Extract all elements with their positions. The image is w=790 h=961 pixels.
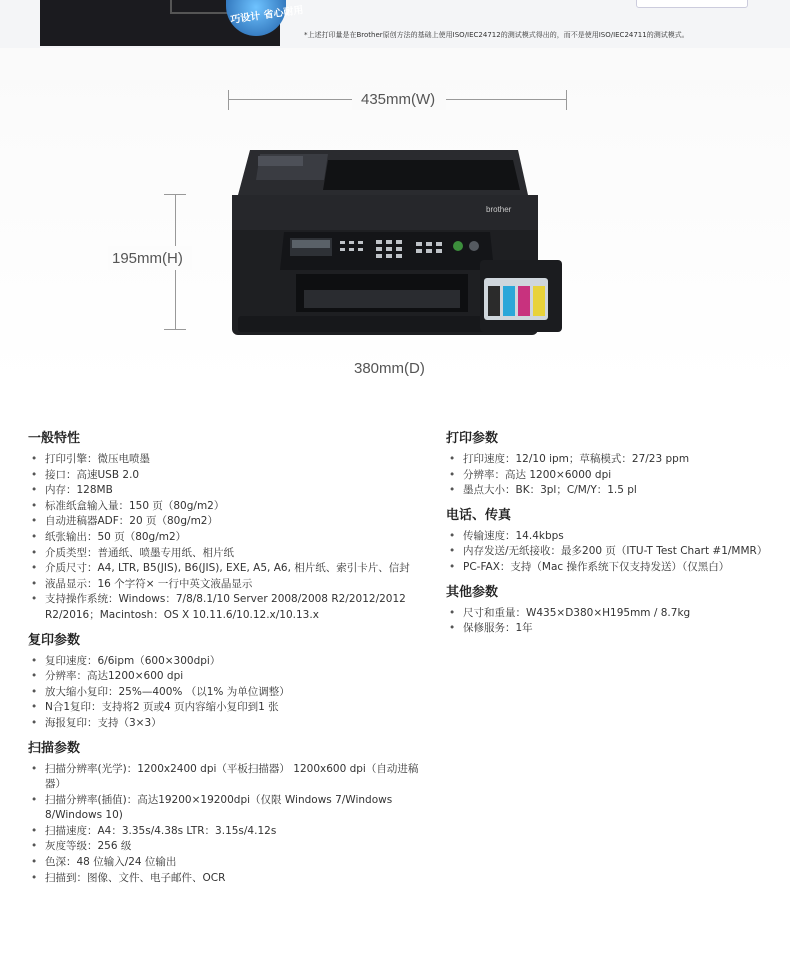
- spec-item: • 色深：48 位输入/24 位输出: [28, 855, 428, 871]
- spec-item: • 打印速度：12/10 ipm；草稿模式：27/23 ppm: [446, 452, 786, 468]
- spec-item: • 墨点大小：BK：3pl；C/M/Y：1.5 pl: [446, 483, 786, 499]
- svg-text:brother: brother: [486, 205, 512, 214]
- spec-column-right: [446, 430, 786, 645]
- spec-column-left: [28, 430, 428, 894]
- spec-item: • 海报复印：支持（3×3）: [28, 716, 428, 732]
- spec-item: • 分辨率：高达1200×600 dpi: [28, 669, 428, 685]
- test-method-footnote: *上述打印量是在Brother原创方法的基础上使用ISO/IEC24712的测试模式得出的，而不是使用ISO/IEC24711的测试模式。: [304, 31, 689, 39]
- width-label: 435mm(W): [361, 91, 436, 108]
- spec-item: • 复印速度：6/6ipm（600×300dpi）: [28, 654, 428, 670]
- spec-item: • 介质尺寸：A4, LTR, B5(JIS), B6(JIS), EXE, A5, A6, 相片纸、索引卡片、信封: [28, 561, 428, 577]
- spec-list: [28, 452, 428, 624]
- section-title: 打印参数: [446, 431, 499, 446]
- spec-item: • 纸张输出：50 页（80g/m2）: [28, 530, 428, 546]
- spec-item: • 扫描分辨率(插值)：高达19200×19200dpi（仅限 Windows 7/Windows 8/Windows 10): [28, 793, 428, 824]
- spec-section-other: [446, 584, 786, 637]
- spec-item: • 自动进稿器ADF：20 页（80g/m2）: [28, 514, 428, 530]
- top-banner: [0, 0, 790, 48]
- width-tick-left: [228, 90, 229, 110]
- printer-image: [228, 140, 573, 340]
- depth-label: 380mm(D): [354, 360, 425, 377]
- spec-section-scan: [28, 740, 428, 887]
- spec-item: • 标准纸盒输入量：150 页（80g/m2）: [28, 499, 428, 515]
- spec-item: • N合1复印：支持将2 页或4 页内容缩小复印到1 张: [28, 700, 428, 716]
- spec-section-fax: [446, 507, 786, 576]
- spec-item: • 内存：128MB: [28, 483, 428, 499]
- spec-section-print: [446, 430, 786, 499]
- section-title: 其他参数: [446, 584, 499, 600]
- spec-item: • PC-FAX：支持（Mac 操作系统下仅支持发送）（仅黑白）: [446, 560, 786, 576]
- spec-list: [28, 654, 428, 732]
- banner-card: [636, 0, 748, 8]
- spec-item: • 液晶显示：16 个字符× 一行中英文液晶显示: [28, 577, 428, 593]
- spec-item: • 尺寸和重量：W435×D380×H195mm / 8.7kg: [446, 606, 786, 622]
- spec-item: • 扫描到：图像、文件、电子邮件、OCR: [28, 871, 428, 887]
- spec-item: • 打印引擎：微压电喷墨: [28, 452, 428, 468]
- spec-list: [28, 762, 428, 887]
- spec-list: [446, 606, 786, 637]
- spec-item: • 灰度等级：256 级: [28, 839, 428, 855]
- spec-section-copy: [28, 632, 428, 732]
- spec-item: • 放大缩小复印：25%—400% （以1% 为单位调整）: [28, 685, 428, 701]
- spec-item: • 分辨率：高达 1200×6000 dpi: [446, 468, 786, 484]
- height-tick-bottom: [164, 329, 186, 330]
- width-tick-right: [566, 90, 567, 110]
- spec-list: [446, 529, 786, 576]
- section-title: 复印参数: [28, 632, 81, 648]
- height-tick-top: [164, 194, 186, 195]
- spec-item: • 接口：高速USB 2.0: [28, 468, 428, 484]
- section-title: 一般特性: [28, 431, 81, 446]
- promo-decoration: [170, 0, 230, 14]
- promo-image: [40, 0, 305, 46]
- spec-item: • 扫描分辨率(光学)：1200x2400 dpi（平板扫描器） 1200x600 dpi（自动进稿器）: [28, 762, 428, 793]
- spec-item: • 介质类型：普通纸、喷墨专用纸、相片纸: [28, 546, 428, 562]
- spec-item: • 支持操作系统：Windows：7/8/8.1/10 Server 2008/2008 R2/2012/2012 R2/2016；Macintosh：OS X 10.11.6/10.12.x/10.13.x: [28, 592, 428, 623]
- spec-item: • 保修服务：1年: [446, 621, 786, 637]
- height-label: 195mm(H): [112, 250, 183, 267]
- spec-item: • 传输速度：14.4kbps: [446, 529, 786, 545]
- spec-item: • 内存发送/无纸接收：最多200 页（ITU-T Test Chart #1/MMR）: [446, 544, 786, 560]
- spec-section-general: [28, 430, 428, 624]
- spec-item: • 扫描速度：A4：3.35s/4.38s LTR：3.15s/4.12s: [28, 824, 428, 840]
- section-title: 扫描参数: [28, 740, 81, 756]
- spec-list: [446, 452, 786, 499]
- promo-badge-text: 巧设计 省心耐用: [229, 4, 305, 27]
- section-title: 电话、传真: [446, 507, 512, 523]
